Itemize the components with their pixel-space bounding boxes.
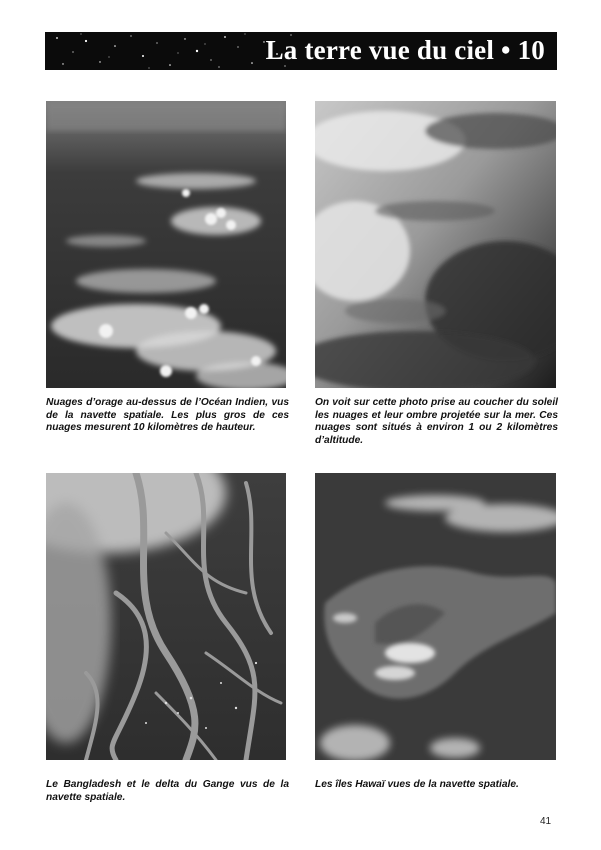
- ganges-delta-image: [46, 473, 286, 760]
- caption-storm-clouds: Nuages d’orage au-dessus de l’Océan Indien, vus de la navette spatiale. Les plus gros de ces nuages mesurent 10 kilomètres de hauteur.: [46, 397, 289, 434]
- sunset-clouds-image: [315, 101, 556, 388]
- storm-clouds-photo: [46, 101, 286, 388]
- caption-ganges-delta: Le Bangladesh et le delta du Gange vus de la navette spatiale.: [46, 779, 289, 803]
- page-header-banner: [45, 32, 557, 70]
- storm-clouds-image: [46, 101, 286, 388]
- sunset-clouds-photo: [315, 101, 556, 388]
- hawaii-islands-photo: [315, 473, 556, 760]
- caption-hawaii-islands: Les îles Hawaï vues de la navette spatiale.: [315, 779, 519, 790]
- ganges-delta-photo: [46, 473, 286, 760]
- caption-sunset-clouds: On voit sur cette photo prise au coucher du soleil les nuages et leur ombre projetée sur la mer. Ces nuages sont situés à environ 1 ou 2 kilomètres d’altitude.: [315, 397, 558, 446]
- page-title: La terre vue du ciel • 10: [265, 35, 545, 65]
- hawaii-islands-image: [315, 473, 556, 760]
- page-number: 41: [540, 816, 552, 827]
